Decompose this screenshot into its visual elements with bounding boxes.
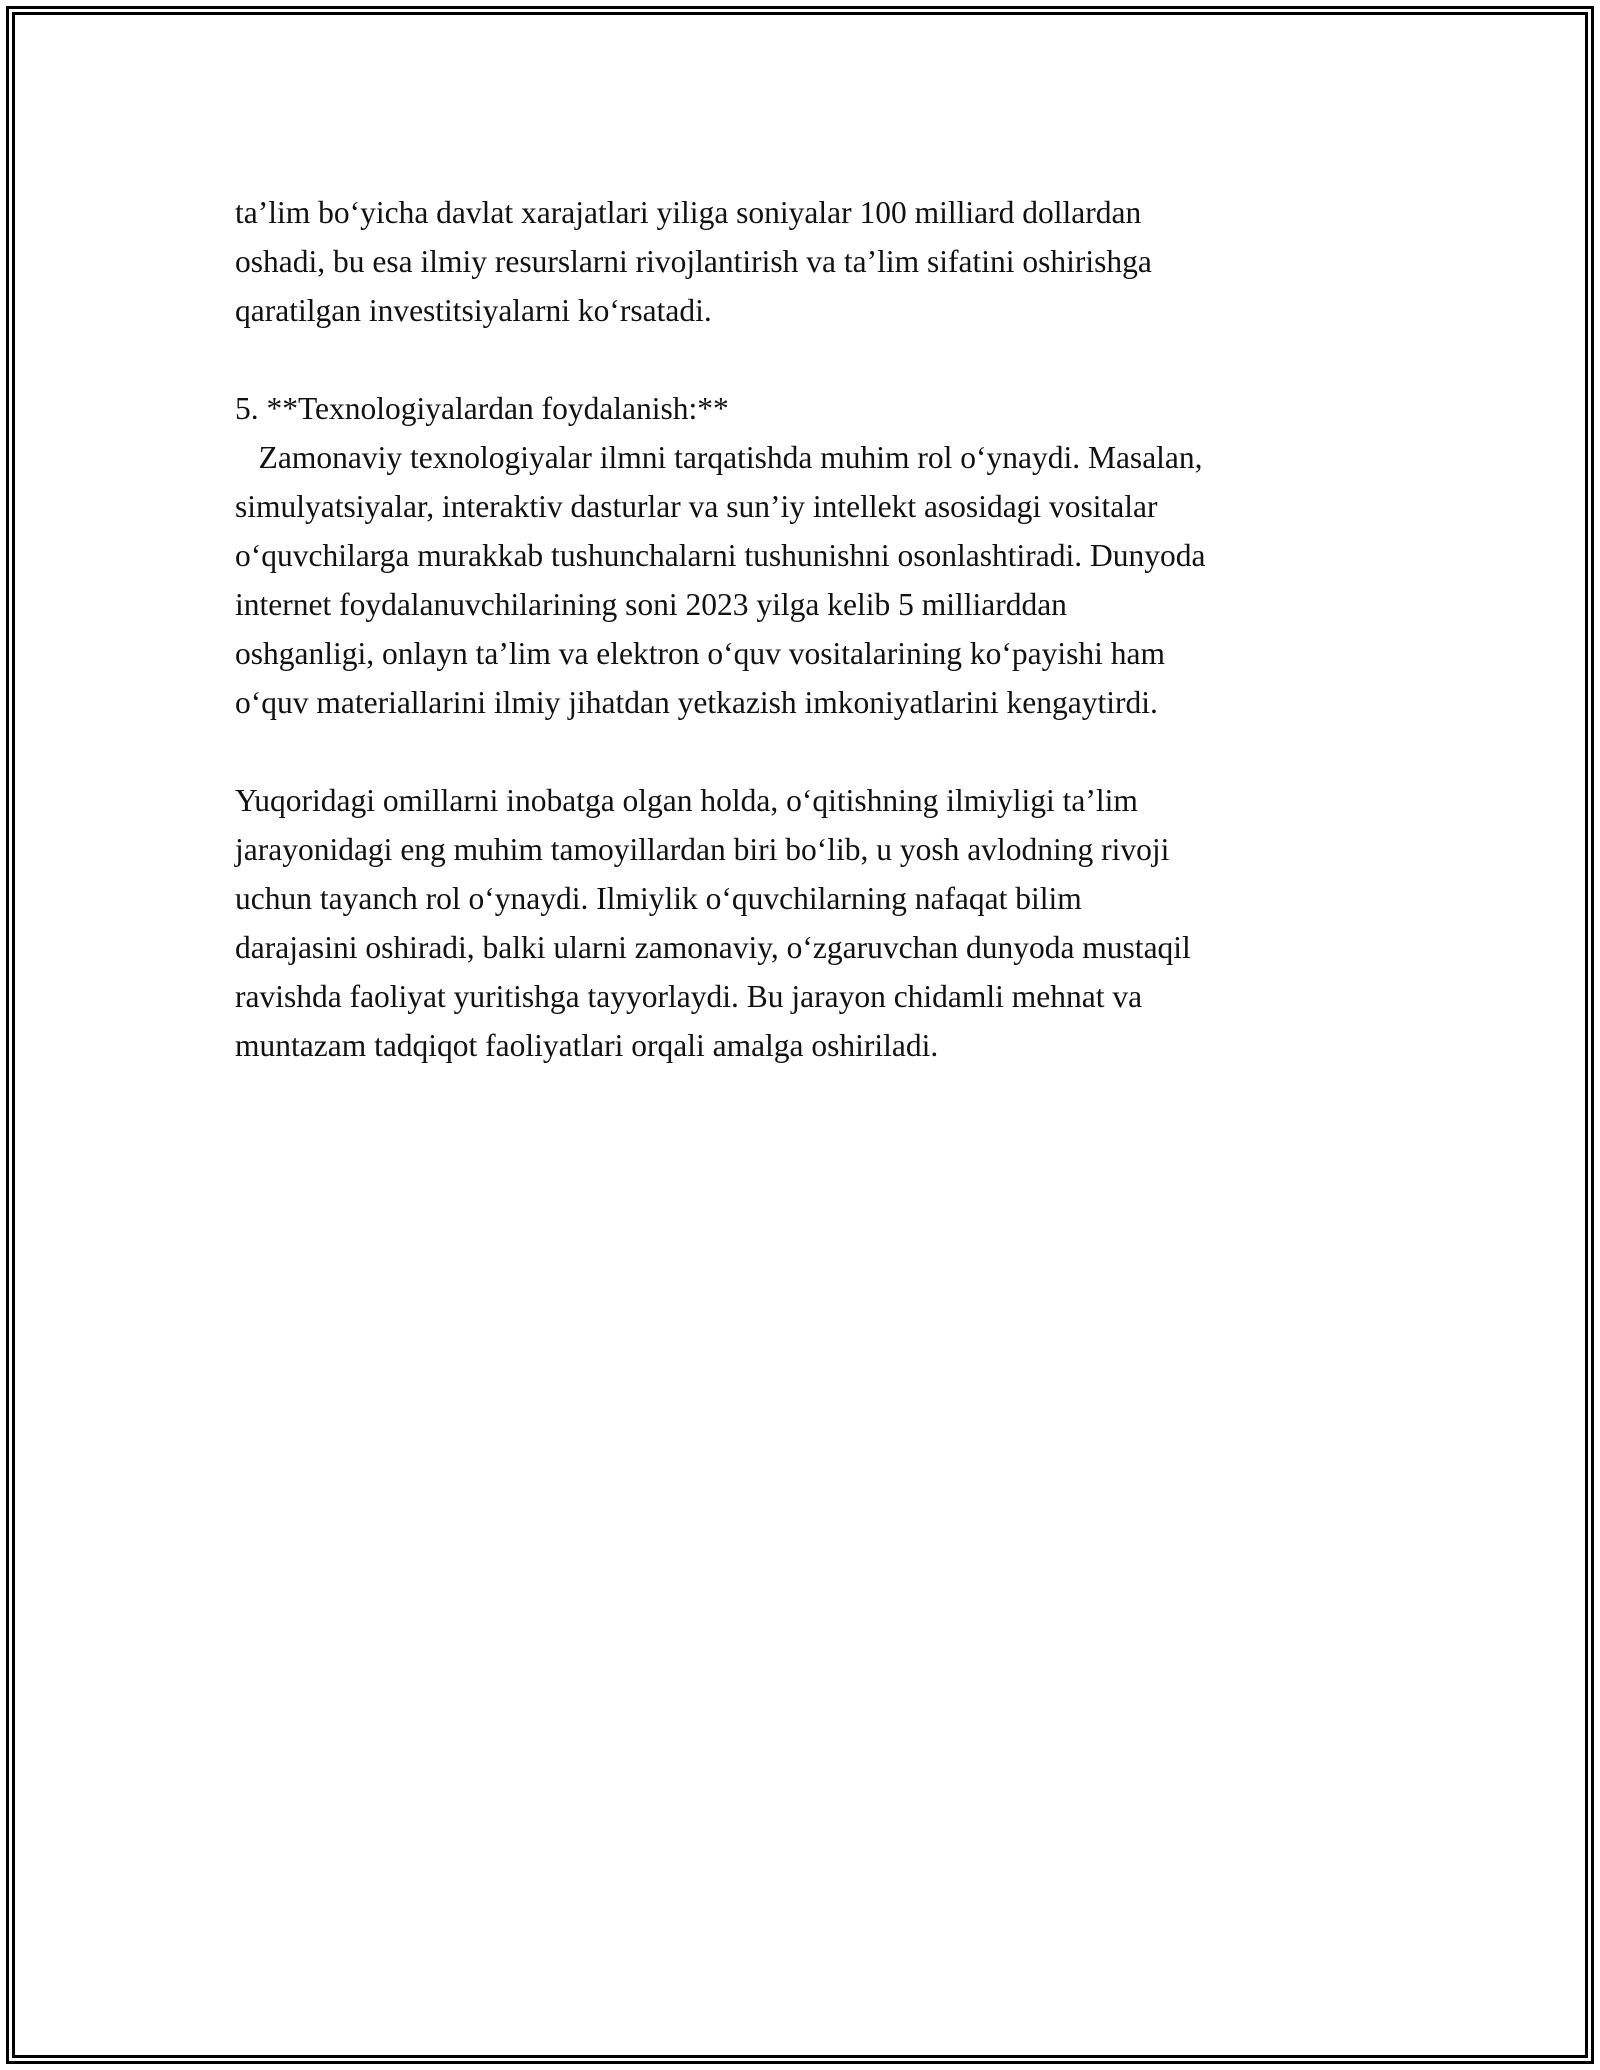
text-line: oshadi, bu esa ilmiy resurslarni rivojlantirish va ta’lim sifatini oshirishga — [235, 244, 1152, 279]
paragraph-investment — [235, 188, 1395, 335]
text-line: uchun tayanch rol o‘ynaydi. Ilmiylik o‘quvchilarning nafaqat bilim — [235, 881, 1082, 916]
section-heading: 5. **Texnologiyalardan foydalanish:** — [235, 391, 729, 426]
text-line: internet foydalanuvchilarining soni 2023 yilga kelib 5 milliarddan — [235, 587, 1067, 622]
text-line: o‘quvchilarga murakkab tushunchalarni tushunishni osonlashtiradi. Dunyoda — [235, 538, 1206, 573]
paragraph-gap — [235, 727, 1395, 776]
text-line: qaratilgan investitsiyalarni ko‘rsatadi. — [235, 293, 712, 328]
paragraph-gap — [235, 335, 1395, 384]
text-line: muntazam tadqiqot faoliyatlari orqali amalga oshiriladi. — [235, 1028, 939, 1063]
text-line: jarayonidagi eng muhim tamoyillardan biri bo‘lib, u yosh avlodning rivoji — [235, 832, 1170, 867]
text-line: oshganligi, onlayn ta’lim va elektron o‘quv vositalarining ko‘payishi ham — [235, 636, 1165, 671]
text-line: ravishda faoliyat yuritishga tayyorlaydi. Bu jarayon chidamli mehnat va — [235, 979, 1143, 1014]
text-line: ta’lim bo‘yicha davlat xarajatlari yiliga soniyalar 100 milliard dollardan — [235, 195, 1142, 230]
text-line: darajasini oshiradi, balki ularni zamonaviy, o‘zgaruvchan dunyoda mustaqil — [235, 930, 1191, 965]
paragraph-conclusion — [235, 776, 1395, 1070]
section-technology — [235, 384, 1395, 727]
document-body — [235, 188, 1395, 1070]
text-line: simulyatsiyalar, interaktiv dasturlar va sun’iy intellekt asosidagi vositalar — [235, 489, 1158, 524]
text-line: Zamonaviy texnologiyalar ilmni tarqatishda muhim rol o‘ynaydi. Masalan, — [235, 440, 1203, 475]
text-line: Yuqoridagi omillarni inobatga olgan holda, o‘qitishning ilmiyligi ta’lim — [235, 783, 1138, 818]
text-line: o‘quv materiallarini ilmiy jihatdan yetkazish imkoniyatlarini kengaytirdi. — [235, 685, 1158, 720]
